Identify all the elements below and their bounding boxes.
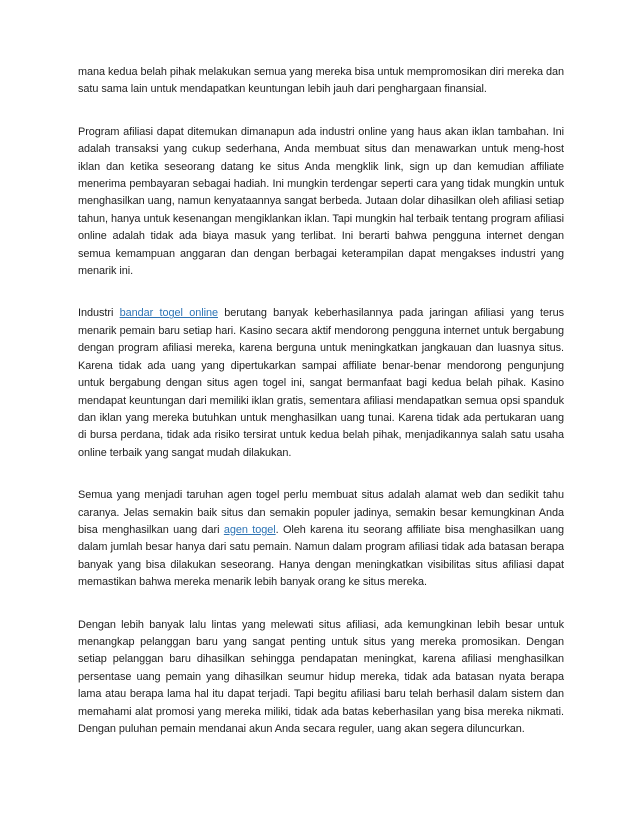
- document-page: [78, 64, 564, 738]
- agen-togel-link[interactable]: agen togel: [223, 523, 276, 536]
- paragraph-3: [78, 305, 564, 462]
- paragraph-4-before: Semua yang menjadi taruhan agen togel perlu membuat situs adalah alamat web dan sedikit tahu caranya. Jelas semakin baik situs dan semakin populer jadinya, semakin besar kemungkinan Anda bisa menghasilkan uang dari: [78, 489, 564, 536]
- paragraph-4: [78, 487, 564, 591]
- paragraph-5: Dengan lebih banyak lalu lintas yang melewati situs afiliasi, ada kemungkinan lebih besar untuk menangkap pelanggan baru yang sangat penting untuk situs yang mereka promosikan. Dengan setiap pelanggan baru dihasilkan sehingga pendapatan meningkat, karena afiliasi menghasilkan persentase uang pemain yang dihasilkan seumur hidup mereka, tidak ada batasan nyata berapa lama atau berapa lama hal itu dapat terjadi. Tapi begitu afiliasi baru telah berhasil dalam sistem dan memahami alat promosi yang mereka miliki, tidak ada batas keberhasilan yang bisa mereka nikmati. Dengan puluhan pemain mendanai akun Anda secara reguler, uang akan segera diluncurkan.: [78, 618, 564, 735]
- paragraph-3-before: Industri: [78, 307, 120, 320]
- bandar-togel-online-link[interactable]: bandar togel online: [119, 307, 218, 320]
- paragraph-3-after: berutang banyak keberhasilannya pada jaringan afiliasi yang terus menarik pemain baru setiap hari. Kasino secara aktif mendorong pengguna internet untuk bergabung dengan program afiliasi mereka, karena berguna untuk meningkatkan jangkauan dan luasnya situs. Karena tidak ada uang yang dipertukarkan sampai affiliate benar-benar mendorong pengunjung untuk bergabung dengan situs agen togel ini, sangat bermanfaat bagi kedua belah pihak. Kasino mendapat keuntungan dari memiliki iklan gratis, sementara afiliasi mendapatkan semua opsi spanduk dan iklan yang mereka butuhkan untuk menghasilkan uang tunai. Karena tidak ada pertukaran uang di bursa perdana, tidak ada risiko tersirat untuk kedua belah pihak, menjadikannya salah satu usaha online terbaik yang sangat mudah dilakukan.: [78, 307, 564, 459]
- paragraph-2: Program afiliasi dapat ditemukan dimanapun ada industri online yang haus akan iklan tambahan. Ini adalah transaksi yang cukup sederhana, Anda membuat situs dan menawarkan untuk meng-host iklan dan ketika seseorang datang ke situs Anda mengklik link, sign up dan kemudian affiliate menerima pembayaran sebagai hadiah. Ini mungkin terdengar seperti cara yang tidak mungkin untuk menghasilkan uang, namun kenyataannya sangat berbeda. Jutaan dolar dihasilkan oleh afiliasi setiap tahun, hanya untuk kesenangan mengiklankan iklan. Tapi mungkin hal terbaik tentang program afiliasi online adalah tidak ada biaya masuk yang terlibat. Ini berarti bahwa pengguna internet dengan semua kemampuan anggaran dan dengan berbagai keterampilan dapat mengakses industri yang menarik ini.: [78, 125, 564, 278]
- paragraph-1: mana kedua belah pihak melakukan semua yang mereka bisa untuk mempromosikan diri mereka dan satu sama lain untuk mendapatkan keuntungan lebih jauh dari penghargaan finansial.: [78, 66, 564, 96]
- paragraph-4-after: . Oleh karena itu seorang affiliate bisa menghasilkan uang dalam jumlah besar hanya dari satu pemain. Namun dalam program afiliasi tidak ada batasan berapa banyak yang bisa dilakukan seseorang. Hanya dengan meningkatkan visibilitas situs afiliasi dapat memastikan bahwa mereka menarik lebih banyak orang ke situs mereka.: [78, 523, 564, 589]
